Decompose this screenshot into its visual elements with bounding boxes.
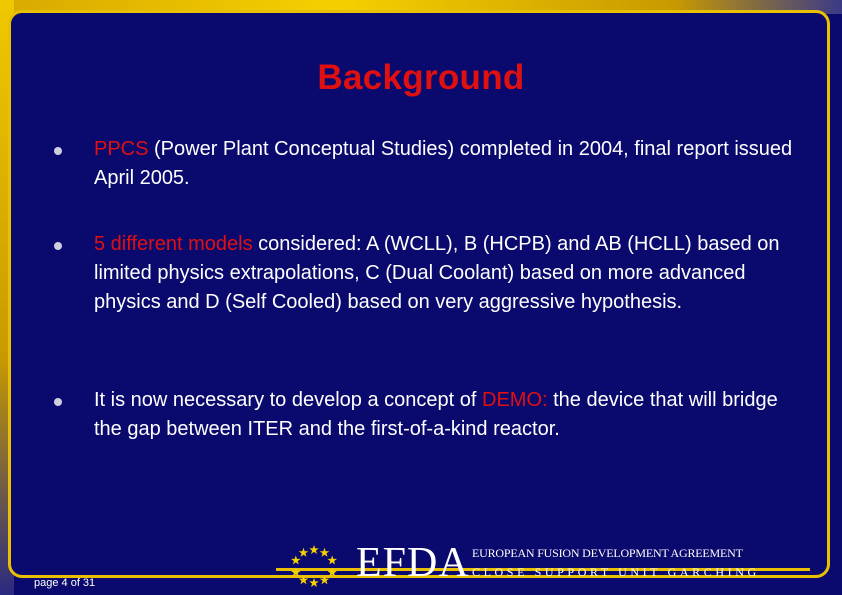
bullet-dot-icon bbox=[54, 147, 62, 155]
bullet-item-models bbox=[54, 230, 794, 317]
bullet-item-demo bbox=[54, 386, 794, 444]
bullet-item-ppcs bbox=[54, 135, 794, 193]
bullet-after: the device that will bridge the gap between ITER and the first-of-a-kind reactor. bbox=[94, 389, 778, 440]
organization-name: EUROPEAN FUSION DEVELOPMENT AGREEMENT bbox=[472, 546, 743, 560]
bullet-before: It is now necessary to develop a concept of bbox=[94, 389, 482, 411]
bullet-rest: considered: A (WCLL), B (HCPB) and AB (HCLL) based on limited physics extrapolations, C (Dual Coolant) based on more advanced physics and D (Self Cooled) based on very aggressive hypothesis. bbox=[94, 233, 780, 313]
organization-unit: CLOSE SUPPORT UNIT GARCHING bbox=[472, 565, 760, 579]
slide-title: Background bbox=[317, 58, 525, 97]
bullet-text bbox=[94, 230, 794, 317]
bullet-text bbox=[94, 386, 794, 444]
page-number: page 4 of 31 bbox=[34, 577, 96, 589]
bullet-highlight: 5 different models bbox=[94, 233, 253, 255]
efda-logo-text: EFDA bbox=[356, 540, 470, 586]
bullet-dot-icon bbox=[54, 398, 62, 406]
bullet-text bbox=[94, 135, 794, 193]
bullet-rest: (Power Plant Conceptual Studies) completed in 2004, final report issued April 2005. bbox=[94, 138, 793, 189]
bullet-dot-icon bbox=[54, 242, 62, 250]
bullet-highlight: PPCS bbox=[94, 138, 149, 160]
bullet-highlight: DEMO: bbox=[482, 389, 548, 411]
eu-stars-icon bbox=[291, 543, 337, 589]
